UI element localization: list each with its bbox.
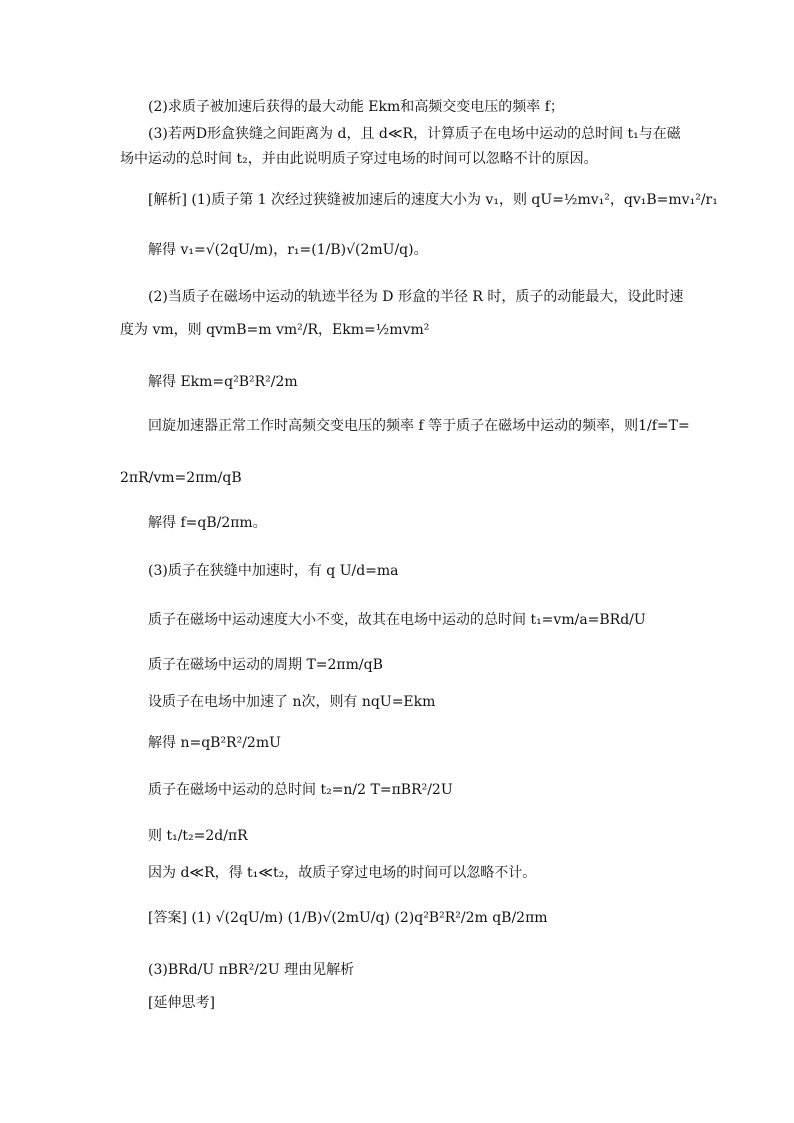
solution-line-10: 质子在磁场中运动速度大小不变，故其在电场中运动的总时间 t₁=vm/a=BRd/U [148,612,646,628]
solution-line-8: 解得 f=qB/2πm。 [148,515,267,531]
solution-line-16: 因为 d≪R，得 t₁≪t₂，故质子穿过电场的时间可以忽略不计。 [148,865,537,881]
solution-line-11: 质子在磁场中运动的周期 T=2πm/qB [148,657,383,673]
extension-heading: [延伸思考] [148,995,215,1011]
solution-line-5: 解得 Ekm=q²B²R²/2m [148,374,298,390]
question-3-line2: 场中运动的总时间 t₂，并由此说明质子穿过电场的时间可以忽略不计的原因。 [120,151,598,167]
question-2: (2)求质子被加速后获得的最大动能 Ekm和高频交变电压的频率 f； [148,99,564,115]
solution-line-7: 2πR/vm=2πm/qB [120,470,242,486]
solution-line-1: [解析] (1)质子第 1 次经过狭缝被加速后的速度大小为 v₁，则 qU=½mv₁²，qv₁B=mv₁²/r₁ [148,192,718,208]
solution-line-13: 解得 n=qB²R²/2mU [148,735,281,751]
solution-line-6: 回旋加速器正常工作时高频交变电压的频率 f 等于质子在磁场中运动的频率，则1/f=T= [148,418,690,434]
answer-line-2: (3)BRd/U πBR²/2U 理由见解析 [148,962,355,978]
solution-line-2: 解得 v₁=√(2qU/m)，r₁=(1/B)√(2mU/q)。 [148,242,428,258]
solution-line-14: 质子在磁场中运动的总时间 t₂=n/2 T=πBR²/2U [148,782,453,798]
solution-line-3: (2)当质子在磁场中运动的轨迹半径为 D 形盒的半径 R 时，质子的动能最大，设此时速 [148,289,684,305]
solution-line-4: 度为 vm，则 qvmB=m vm²/R，Ekm=½mvm² [120,322,430,338]
solution-line-12: 设质子在电场中加速了 n次，则有 nqU=Ekm [148,694,436,710]
question-3-line1: (3)若两D形盒狭缝之间距离为 d，且 d≪R，计算质子在电场中运动的总时间 t₁与在磁 [148,126,681,142]
solution-line-15: 则 t₁/t₂=2d/πR [148,828,248,844]
answer-line-1: [答案] (1) √(2qU/m) (1/B)√(2mU/q) (2)q²B²R²/2m qB/2πm [148,910,548,926]
solution-line-9: (3)质子在狭缝中加速时，有 q U/d=ma [148,563,399,579]
